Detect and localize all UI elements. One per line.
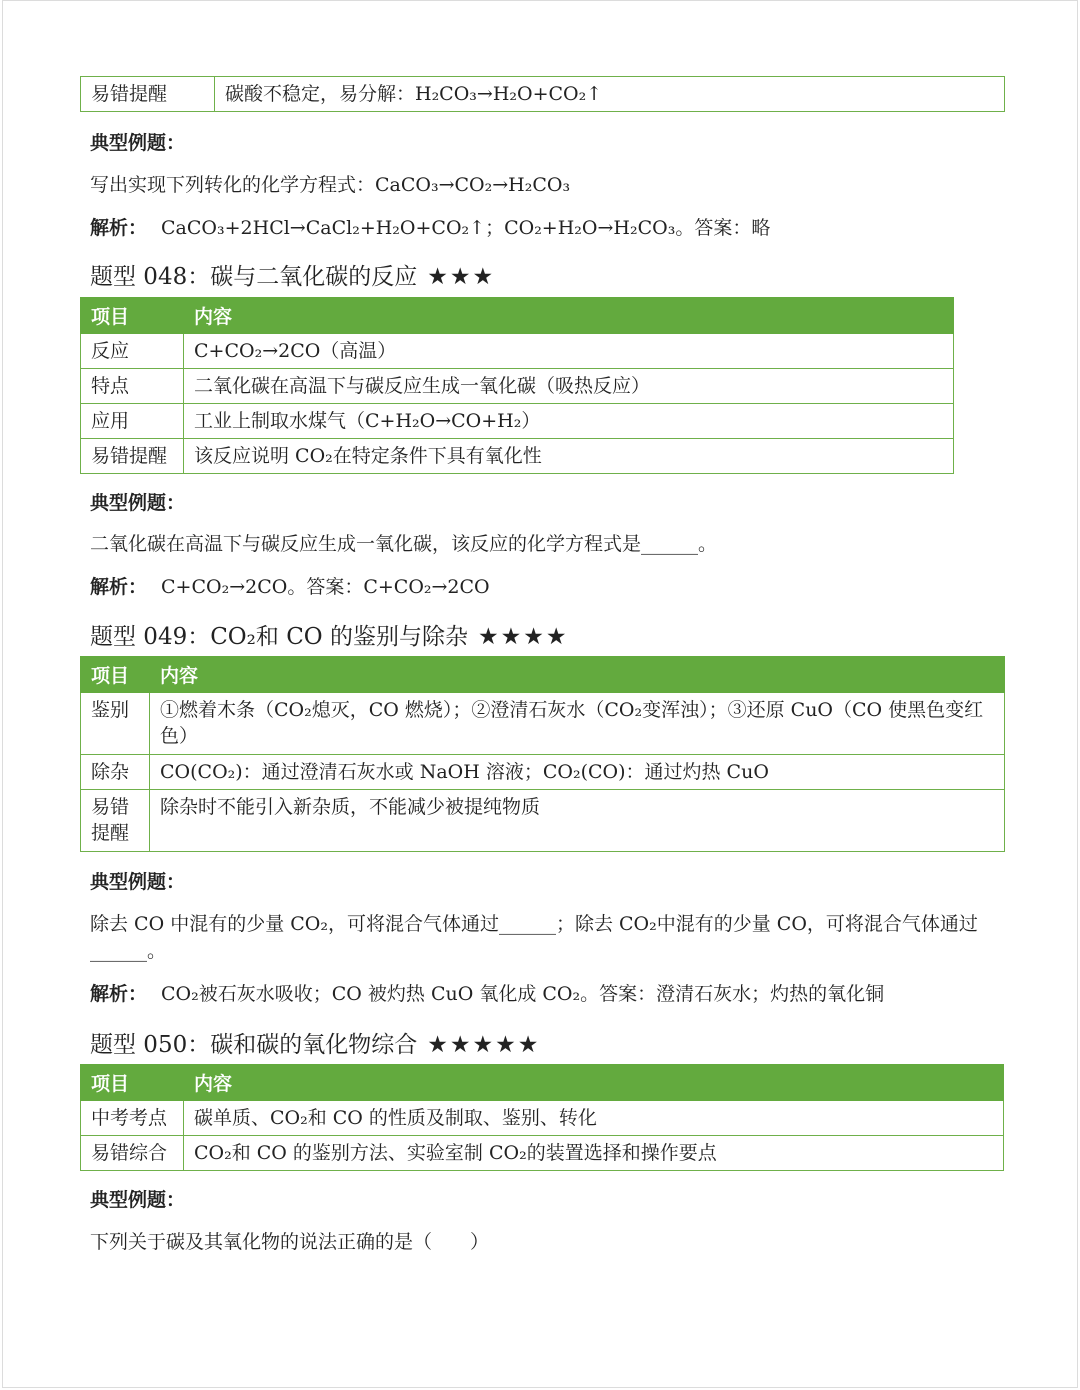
- analysis-label: 解析：: [90, 217, 148, 239]
- section-title-text: 题型 048：碳与二氧化碳的反应: [90, 264, 418, 290]
- section-title-050: [90, 1026, 540, 1059]
- table-049: [80, 656, 1005, 852]
- star-rating-icon: ★★★: [427, 264, 496, 290]
- example-question: 下列关于碳及其氧化物的说法正确的是（ ）: [90, 1231, 490, 1253]
- analysis-text: C+CO₂→2CO。答案：C+CO₂→2CO: [161, 576, 490, 598]
- table-cell-label: 应用: [81, 404, 184, 439]
- section-title-text: 题型 050：碳和碳的氧化物综合: [90, 1032, 418, 1058]
- example-heading: 典型例题：: [90, 132, 186, 154]
- table-cell-content: C+CO₂→2CO（高温）: [184, 334, 954, 369]
- example-question: 二氧化碳在高温下与碳反应生成一氧化碳，该反应的化学方程式是______。: [90, 533, 718, 555]
- example-question: 写出实现下列转化的化学方程式：CaCO₃→CO₂→H₂CO₃: [90, 174, 571, 196]
- table-header-content: 内容: [184, 1065, 1004, 1101]
- table-cell-label: 中考考点: [81, 1101, 184, 1136]
- star-rating-icon: ★★★★★: [427, 1032, 541, 1058]
- analysis-line: [90, 215, 990, 242]
- table-cell-content: CO₂和 CO 的鉴别方法、实验室制 CO₂的装置选择和操作要点: [184, 1136, 1004, 1171]
- star-rating-icon: ★★★★: [477, 624, 569, 650]
- top-table: [80, 76, 1005, 112]
- analysis-line: [90, 574, 990, 601]
- table-cell-label: 易错提醒: [81, 77, 215, 112]
- table-cell-label: 易错提醒: [81, 439, 184, 474]
- table-cell-label: 鉴别: [81, 693, 150, 755]
- table-cell-content: CO(CO₂)：通过澄清石灰水或 NaOH 溶液；CO₂(CO)：通过灼热 CuO: [150, 755, 1005, 790]
- analysis-label: 解析：: [90, 576, 148, 598]
- table-header-item: 项目: [81, 298, 184, 334]
- example-question: 除去 CO 中混有的少量 CO₂，可将混合气体通过______；除去 CO₂中混有的少量 CO，可将混合气体通过______。: [90, 913, 978, 962]
- table-cell-content: 除杂时不能引入新杂质，不能减少被提纯物质: [150, 790, 1005, 852]
- table-048: [80, 297, 954, 474]
- table-cell-label: 易错提醒: [81, 790, 150, 852]
- table-cell-content: ①燃着木条（CO₂熄灭，CO 燃烧）；②澄清石灰水（CO₂变浑浊）；③还原 CuO（CO 使黑色变红色）: [150, 693, 1005, 755]
- table-cell-content: 碳酸不稳定，易分解：H₂CO₃→H₂O+CO₂↑: [215, 77, 1005, 112]
- example-heading: 典型例题：: [90, 492, 186, 514]
- table-header-content: 内容: [150, 657, 1005, 693]
- table-cell-content: 碳单质、CO₂和 CO 的性质及制取、鉴别、转化: [184, 1101, 1004, 1136]
- example-heading: 典型例题：: [90, 871, 186, 893]
- example-heading: 典型例题：: [90, 1189, 186, 1211]
- table-cell-label: 反应: [81, 334, 184, 369]
- table-cell-label: 特点: [81, 369, 184, 404]
- section-title-049: [90, 618, 568, 651]
- table-header-item: 项目: [81, 657, 150, 693]
- analysis-text: CaCO₃+2HCl→CaCl₂+H₂O+CO₂↑；CO₂+H₂O→H₂CO₃。答案：略: [161, 217, 771, 239]
- table-header-item: 项目: [81, 1065, 184, 1101]
- section-title-text: 题型 049：CO₂和 CO 的鉴别与除杂: [90, 624, 468, 650]
- table-cell-label: 除杂: [81, 755, 150, 790]
- section-title-048: [90, 258, 495, 291]
- analysis-text: CO₂被石灰水吸收；CO 被灼热 CuO 氧化成 CO₂。答案：澄清石灰水；灼热的氧化铜: [161, 983, 885, 1005]
- table-cell-content: 该反应说明 CO₂在特定条件下具有氧化性: [184, 439, 954, 474]
- table-header-content: 内容: [184, 298, 954, 334]
- analysis-label: 解析：: [90, 983, 148, 1005]
- table-cell-content: 工业上制取水煤气（C+H₂O→CO+H₂）: [184, 404, 954, 439]
- table-cell-label: 易错综合: [81, 1136, 184, 1171]
- table-050: [80, 1064, 1004, 1171]
- analysis-line: [90, 981, 990, 1008]
- table-cell-content: 二氧化碳在高温下与碳反应生成一氧化碳（吸热反应）: [184, 369, 954, 404]
